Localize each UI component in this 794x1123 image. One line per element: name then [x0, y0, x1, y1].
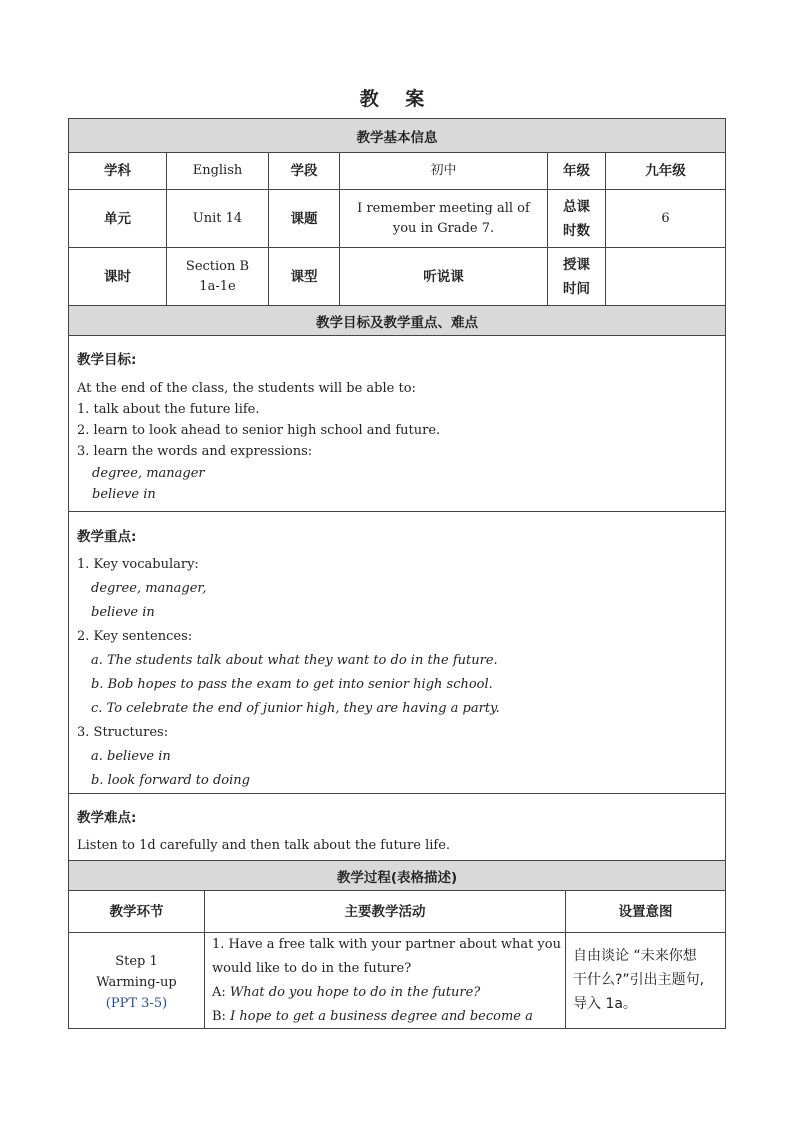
col-step-header: 教学环节 — [69, 891, 205, 933]
period-label: 课时 — [69, 248, 167, 306]
structure-item: b. look forward to doing — [91, 773, 250, 788]
step-number: Step 1 — [115, 954, 158, 969]
topic-label: 课题 — [269, 190, 340, 248]
goals-words: believe in — [92, 487, 156, 502]
structure-item: a. believe in — [91, 749, 171, 764]
basic-info-table — [68, 152, 726, 305]
key-vocab-item: believe in — [91, 605, 155, 620]
goals-line: 3. learn the words and expressions: — [77, 444, 313, 459]
difficulty-title: 教学难点: — [77, 810, 137, 826]
teach-time-value — [606, 248, 726, 306]
subject-label: 学科 — [69, 153, 167, 190]
key-points-title: 教学重点: — [77, 529, 137, 545]
topic-value-line1: I remember meeting all of — [357, 200, 530, 216]
key-sentence: c. To celebrate the end of junior high, they are having a party. — [91, 701, 500, 716]
process-table — [68, 890, 726, 1029]
lesson-type-label: 课型 — [269, 248, 340, 306]
intent-line: 干什么?”引出主题句, — [573, 972, 705, 988]
key-points-section — [68, 511, 726, 793]
objectives-heading: 教学目标及教学重点、难点 — [68, 305, 726, 335]
intent-line: 导入 1a。 — [573, 996, 637, 1012]
step-name: Warming-up — [96, 975, 177, 990]
teaching-goals-title: 教学目标: — [77, 352, 137, 368]
activity-line: 1. Have a free talk with your partner about what you — [212, 937, 561, 952]
teach-time-label: 授课 时间 — [548, 248, 606, 306]
col-intent-header: 设置意图 — [566, 891, 726, 933]
step-ppt: (PPT 3-5) — [105, 996, 168, 1011]
table-row-activity — [205, 933, 566, 1029]
goals-line: 2. learn to look ahead to senior high school and future. — [77, 423, 441, 438]
teaching-goals-section — [68, 335, 726, 511]
subject-value: English — [167, 153, 269, 190]
goals-words: degree, manager — [92, 466, 205, 481]
unit-label: 单元 — [69, 190, 167, 248]
stage-label: 学段 — [269, 153, 340, 190]
basic-info-heading: 教学基本信息 — [68, 118, 726, 152]
structures-label: 3. Structures: — [77, 725, 169, 740]
activity-dialogue-b: B: I hope to get a business degree and become a — [212, 1009, 533, 1024]
key-sentence: b. Bob hopes to pass the exam to get into senior high school. — [91, 677, 493, 692]
unit-value: Unit 14 — [167, 190, 269, 248]
key-vocab-label: 1. Key vocabulary: — [77, 557, 199, 572]
difficulty-section — [68, 793, 726, 860]
stage-value: 初中 — [340, 153, 548, 190]
table-row-step — [69, 933, 205, 1029]
grade-value: 九年级 — [606, 153, 726, 190]
key-vocab-item: degree, manager, — [91, 581, 207, 596]
grade-label: 年级 — [548, 153, 606, 190]
period-value: Section B 1a-1e — [167, 248, 269, 306]
activity-dialogue-a: A: What do you hope to do in the future? — [212, 985, 481, 1000]
total-hours-value: 6 — [606, 190, 726, 248]
lesson-type-value: 听说课 — [340, 248, 548, 306]
goals-line: At the end of the class, the students will be able to: — [77, 381, 416, 396]
total-hours-label: 总课 时数 — [548, 190, 606, 248]
intent-line: 自由谈论 “未来你想 — [573, 948, 697, 964]
topic-value — [340, 190, 548, 248]
key-sentence: a. The students talk about what they want to do in the future. — [91, 653, 498, 668]
activity-line: would like to do in the future? — [212, 961, 412, 976]
goals-line: 1. talk about the future life. — [77, 402, 260, 417]
table-row-intent — [566, 933, 726, 1029]
topic-value-line2: you in Grade 7. — [392, 220, 495, 236]
difficulty-text: Listen to 1d carefully and then talk about the future life. — [77, 838, 451, 853]
key-sentences-label: 2. Key sentences: — [77, 629, 193, 644]
col-activity-header: 主要教学活动 — [205, 891, 566, 933]
document-title: 教 案 — [359, 88, 435, 110]
process-heading: 教学过程(表格描述) — [68, 860, 726, 890]
